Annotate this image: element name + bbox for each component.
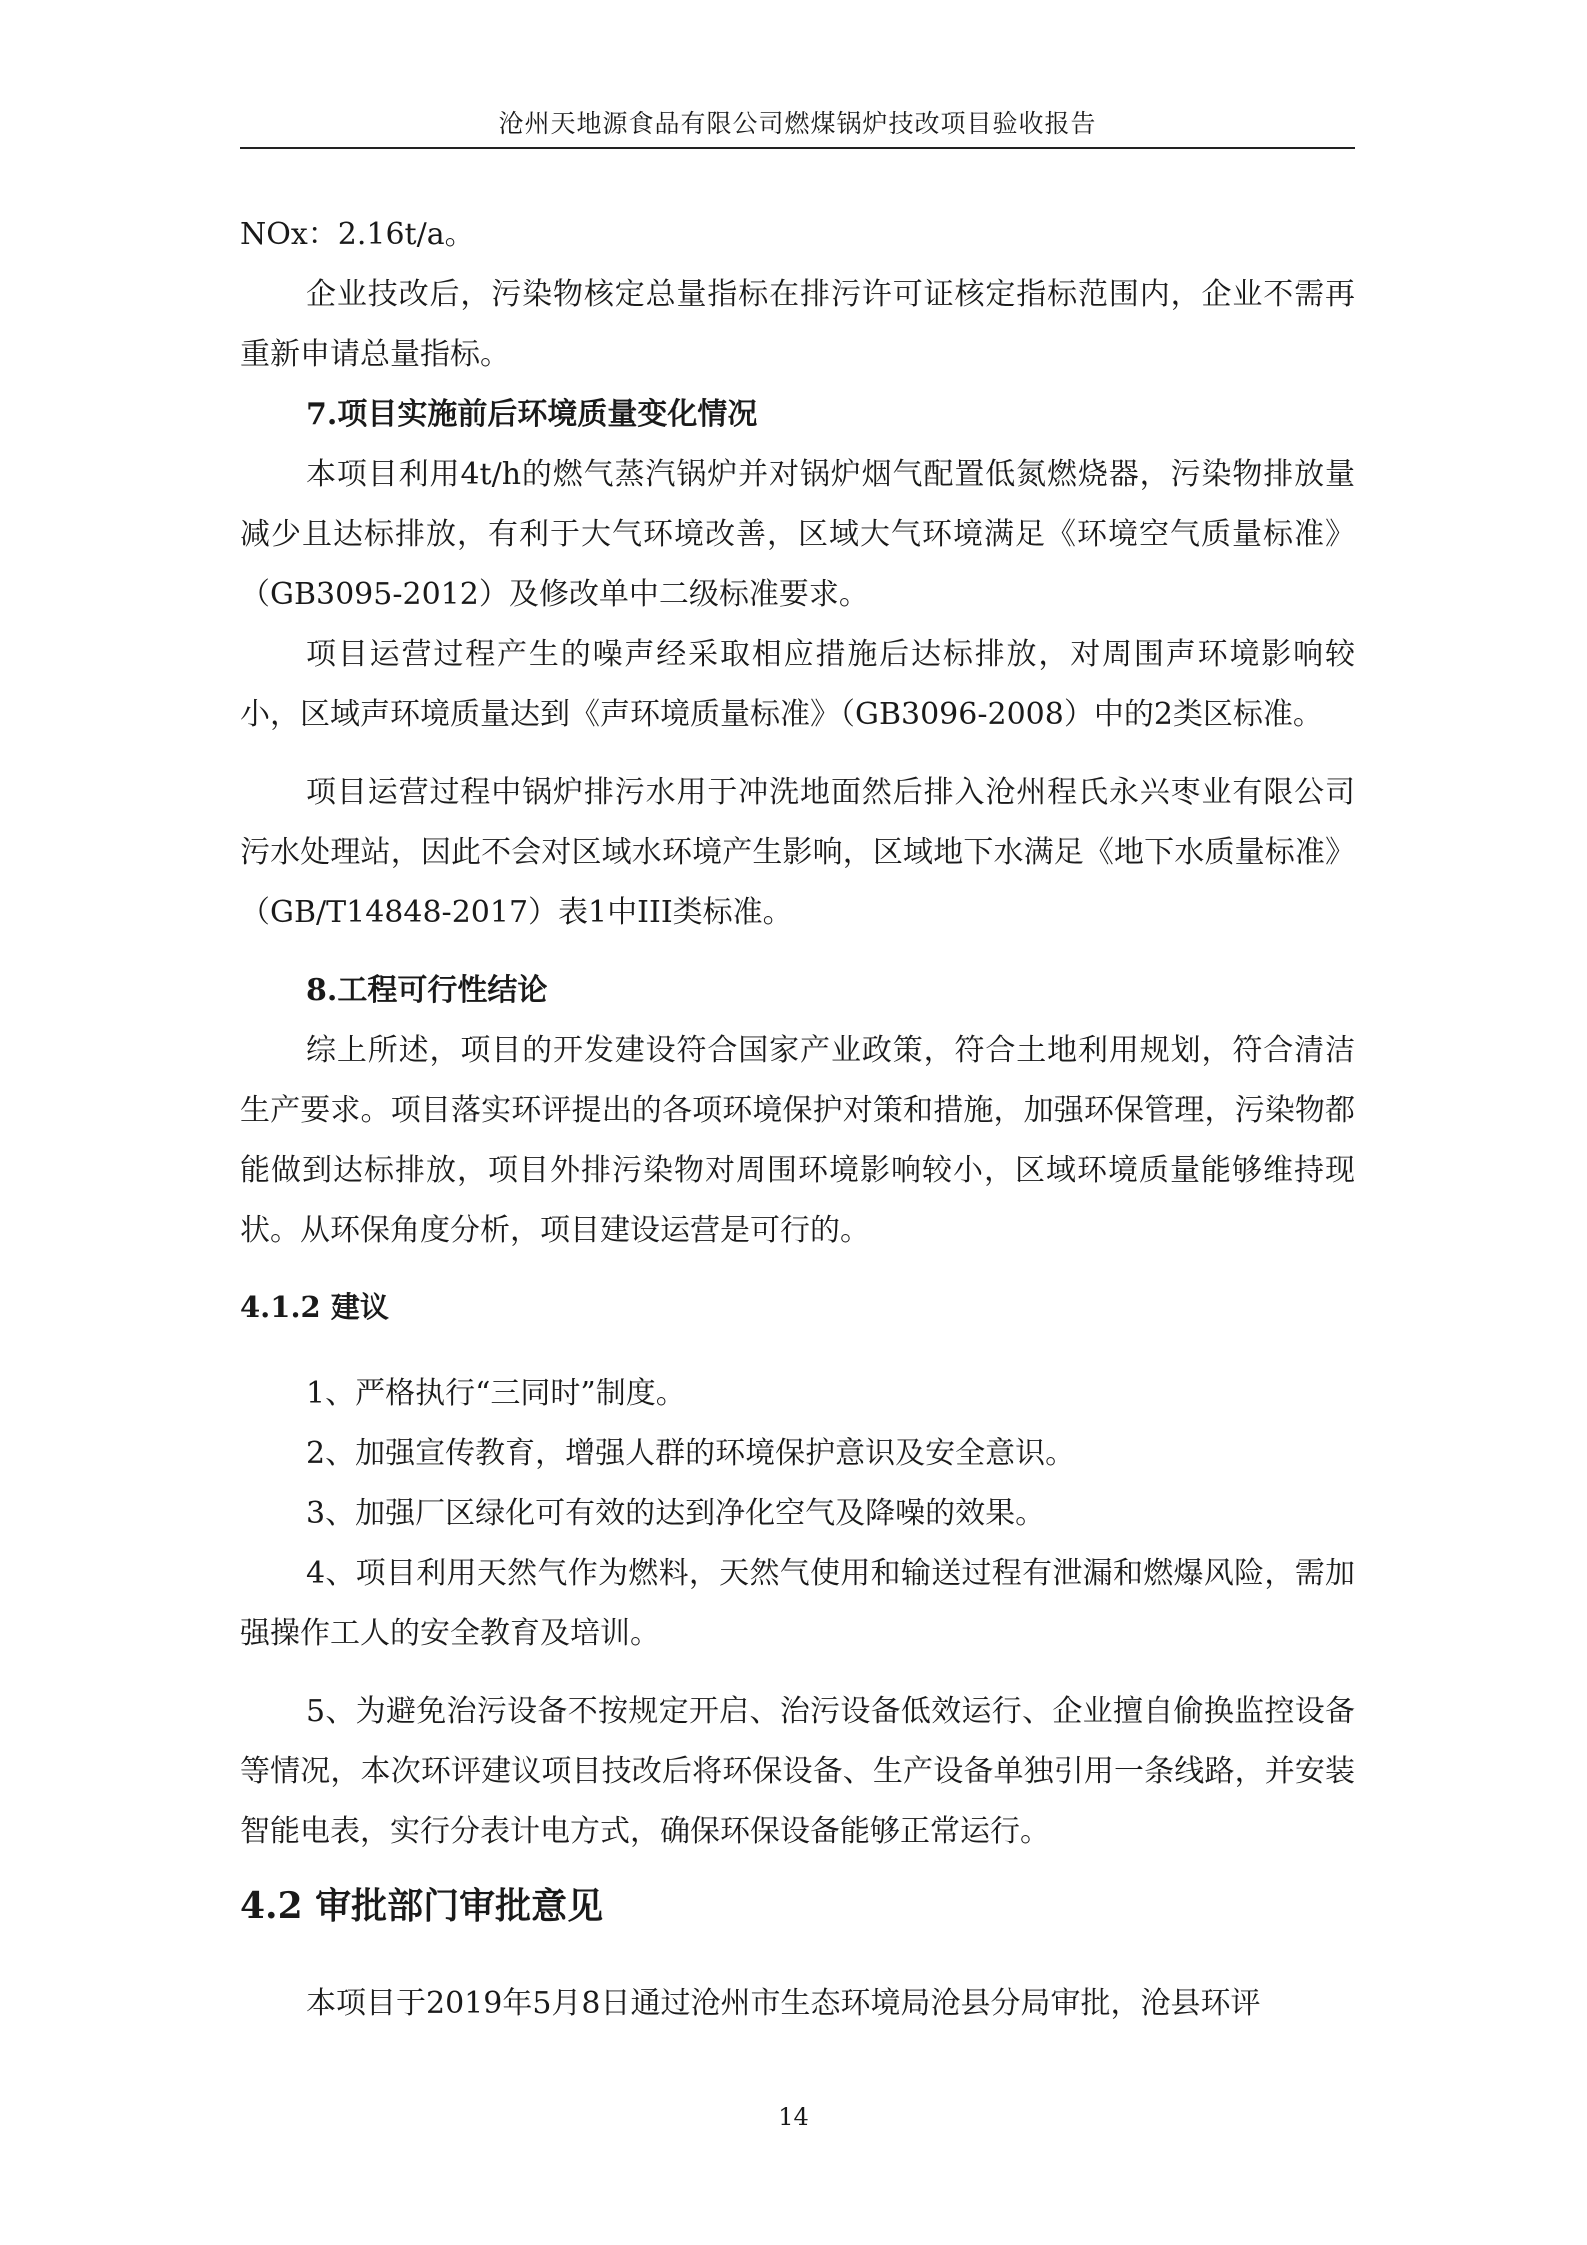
running-header: 沧州天地源食品有限公司燃煤锅炉技改项目验收报告 (498, 109, 1097, 138)
section-4-2-heading: 4.2 审批部门审批意见 (240, 1885, 604, 1927)
section-7-paragraph-air: 本项目利用4t/h的燃气蒸汽锅炉并对锅炉烟气配置低氮燃烧器，污染物排放量减少且达标排放，有利于大气环境改善，区域大气环境满足《环境空气质量标准》（GB3095-2012）及修改单中二级标准要求。 (240, 457, 1355, 612)
suggestion-2: 2、加强宣传教育，增强人群的环境保护意识及安全意识。 (306, 1436, 1076, 1471)
section-4-2-paragraph: 本项目于2019年5月8日通过沧州市生态环境局沧县分局审批，沧县环评 (306, 1986, 1261, 2021)
section-4-1-2-heading: 4.1.2 建议 (240, 1290, 389, 1324)
section-7-heading: 7.项目实施前后环境质量变化情况 (306, 397, 758, 432)
suggestion-1: 1、严格执行“三同时”制度。 (306, 1376, 686, 1411)
suggestion-4: 4、项目利用天然气作为燃料，天然气使用和输送过程有泄漏和燃爆风险，需加强操作工人的安全教育及培训。 (240, 1556, 1355, 1651)
section-7-paragraph-water: 项目运营过程中锅炉排污水用于冲洗地面然后排入沧州程氏永兴枣业有限公司污水处理站，因此不会对区域水环境产生影响，区域地下水满足《地下水质量标准》（GB/T14848-2017）表1中III类标准。 (240, 775, 1355, 930)
section-8-paragraph: 综上所述，项目的开发建设符合国家产业政策，符合土地利用规划，符合清洁生产要求。项目落实环评提出的各项环境保护对策和措施，加强环保管理，污染物都能做到达标排放，项目外排污染物对周围环境影响较小，区域环境质量能够维持现状。从环保角度分析，项目建设运营是可行的。 (240, 1033, 1355, 1248)
section-8-heading: 8.工程可行性结论 (306, 973, 548, 1008)
page-number: 14 (778, 2103, 809, 2131)
header-rule (240, 147, 1355, 149)
total-quota-paragraph: 企业技改后，污染物核定总量指标在排污许可证核定指标范围内，企业不需再重新申请总量指标。 (240, 277, 1355, 372)
suggestion-5: 5、为避免治污设备不按规定开启、治污设备低效运行、企业擅自偷换监控设备等情况，本次环评建议项目技改后将环保设备、生产设备单独引用一条线路，并安装智能电表，实行分表计电方式，确保环保设备能够正常运行。 (240, 1694, 1355, 1849)
page-body (240, 205, 1355, 2034)
section-7-paragraph-noise: 项目运营过程产生的噪声经采取相应措施后达标排放，对周围声环境影响较小，区域声环境质量达到《声环境质量标准》（GB3096-2008）中的2类区标准。 (240, 637, 1355, 732)
suggestion-3: 3、加强厂区绿化可有效的达到净化空气及降噪的效果。 (306, 1496, 1046, 1531)
nox-paragraph: NOx：2.16t/a。 (240, 217, 475, 252)
